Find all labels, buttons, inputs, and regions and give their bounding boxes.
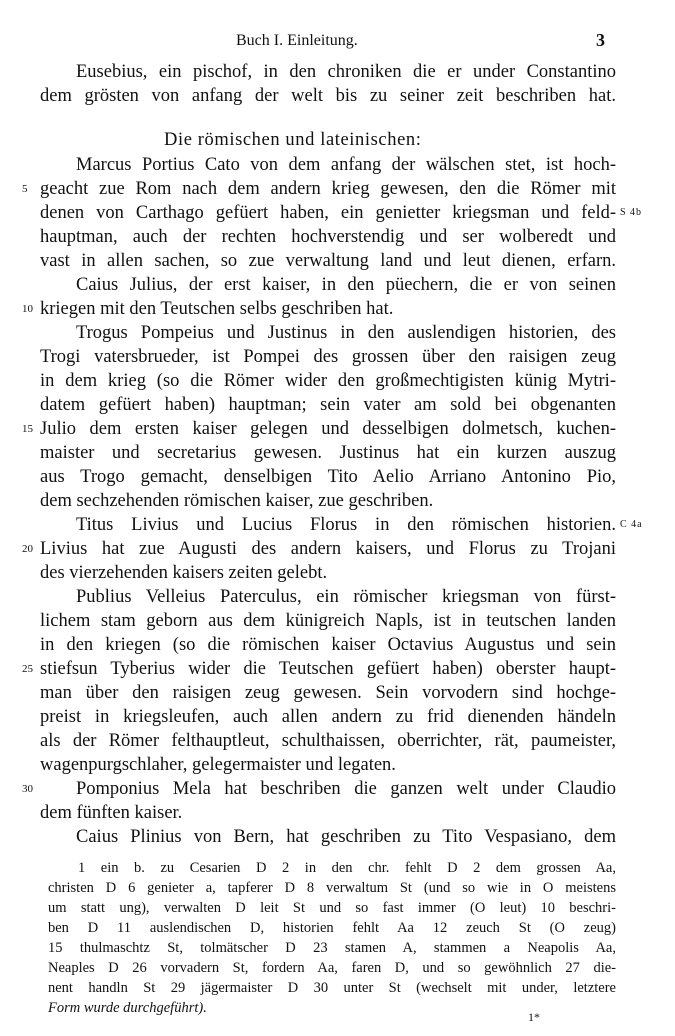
signature-mark: 1* (528, 1010, 540, 1024)
text-line: dem fünften kaiser. (40, 803, 183, 823)
text-line: dem grösten von anfang der welt bis zu seiner zeit beschriben hat. (40, 86, 616, 106)
text-line: Eusebius, ein pischof, in den chroniken die er under Constantino (76, 62, 616, 82)
line-number: 10 (22, 303, 33, 315)
footnote-line: um statt ung), verwalten D leit St und so fast immer (O leut) 10 beschri- (48, 900, 616, 916)
line-number: 30 (22, 783, 33, 795)
text-line: in den kriegen (so die römischen kaiser Octavius Augustus und sein (40, 635, 616, 655)
margin-note: C 4a (620, 519, 643, 530)
footnote-line: Neaples D 26 vorvadern St, fordern Aa, faren D, und so gewöhnlich 27 die- (48, 960, 616, 976)
text-line: datem gefüert haben) hauptman; sein vater am sold bei obgenanten (40, 395, 616, 415)
text-line: Trogus Pompeius und Justinus in den auslendigen historien, des (76, 323, 616, 343)
text-line: stiefsun Tyberius wider die Teutschen gefüert haben) oberster haupt- (40, 659, 616, 679)
text-line: Caius Plinius von Bern, hat geschriben zu Tito Vespasiano, dem (76, 827, 616, 847)
line-number: 20 (22, 543, 33, 555)
line-number: 5 (22, 183, 28, 195)
margin-note: S 4b (620, 207, 643, 218)
line-number: 25 (22, 663, 33, 675)
text-line: aus Trogo gemacht, denselbigen Tito Aelio Arriano Antonino Pio, (40, 467, 616, 487)
text-line: wagenpurgschlaher, gelegermaister und legaten. (40, 755, 396, 775)
footnote-line: christen D 6 genieter a, tapferer D 8 verwaltum St (und so wie in O meistens (48, 880, 616, 896)
text-line: geacht zue Rom nach dem andern krieg gewesen, den die Römer mit (40, 179, 616, 199)
text-line: kriegen mit den Teutschen selbs geschriben hat. (40, 299, 394, 319)
text-line: hauptman, auch der rechten hochverstendig und ser wolberedt und (40, 227, 616, 247)
text-line: Titus Livius und Lucius Florus in den römischen historien. (76, 515, 616, 535)
text-line: denen von Carthago gefüert haben, ein genietter kriegsman und feld- (40, 203, 616, 223)
footnote-line: nent handln St 29 jägermaister D 30 unter St (wechselt mit under, letztere (48, 980, 616, 996)
footnote-line: Form wurde durchgeführt). (48, 1000, 207, 1016)
text-line: des vierzehenden kaisers zeiten gelebt. (40, 563, 328, 583)
text-line: Julio dem ersten kaiser gelegen und desselbigen dolmetsch, kuchen- (40, 419, 616, 439)
text-line: maister und secretarius gewesen. Justinus hat ein kurzen auszug (40, 443, 616, 463)
section-heading: Die römischen und lateinischen: (164, 130, 422, 150)
text-line: man über den raisigen zeug gewesen. Sein vorvodern sind hochge- (40, 683, 616, 703)
text-line: Caius Julius, der erst kaiser, in den püechern, die er von seinen (76, 275, 616, 295)
text-line: Marcus Portius Cato von dem anfang der wälschen stet, ist hoch- (76, 155, 616, 175)
running-title: Buch I. Einleitung. (236, 32, 358, 49)
line-number: 15 (22, 423, 33, 435)
text-line: preist in kriegsleufen, auch allen andern zu frid dienenden händeln (40, 707, 616, 727)
text-line: lichem stam geborn aus dem künigreich Napls, ist in teutschen landen (40, 611, 616, 631)
page-number: 3 (596, 30, 605, 50)
text-line: dem sechzehenden römischen kaiser, zue geschriben. (40, 491, 434, 511)
text-line: als der Römer felthauptleut, schulthaissen, oberrichter, rät, paumeister, (40, 731, 616, 751)
running-header (0, 30, 675, 56)
footnote-line: 15 thulmaschtz St, tolmätscher D 23 stamen A, stammen a Neapolis Aa, (48, 940, 616, 956)
footnote-line: ben D 11 auslendischen D, historien fehlt Aa 12 zeuch St (O zeug) (48, 920, 616, 936)
footnote-line: 1 ein b. zu Cesarien D 2 in den chr. fehlt D 2 dem grossen Aa, (78, 860, 616, 876)
text-line: vast in allen sachen, so zue verwaltung land und leut dienen, erfarn. (40, 251, 616, 271)
text-line: in dem krieg (so die Römer wider den großmechtigisten künig Mytri- (40, 371, 616, 391)
text-line: Trogi vatersbrueder, ist Pompei des grossen über den raisigen zeug (40, 347, 616, 367)
text-line: Publius Velleius Paterculus, ein römischer kriegsman von fürst- (76, 587, 616, 607)
text-line: Livius hat zue Augusti des andern kaisers, und Florus zu Trojani (40, 539, 616, 559)
text-line: Pomponius Mela hat beschriben die ganzen welt under Claudio (76, 779, 616, 799)
